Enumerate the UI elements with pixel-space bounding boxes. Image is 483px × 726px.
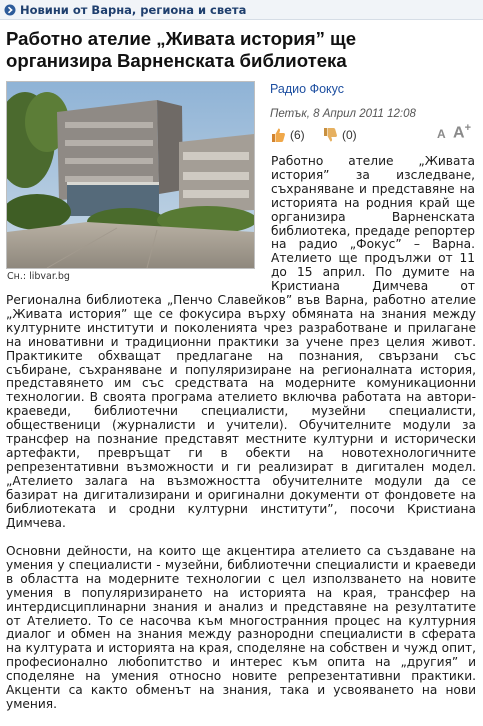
thumbs-down-icon xyxy=(322,127,338,143)
font-increase-plus: + xyxy=(464,122,471,134)
like-count: (6) xyxy=(290,128,305,142)
article-title xyxy=(6,28,480,72)
article-paragraph-2: Основни дейности, на които ще акцентира ателието са създаване на умения у специалисти - музейни, библиотечни специалисти и краеведи в областта на модерните технологии с цел използването на новите умения в популяризирането на историята на края, трансфер на интердисциплинарни знания и анализ и представяне на резултатите от Ателието. То се насочва към многостранния процес на културния диалог и обмен на знания между разнородни специалисти в сферата на културата и историята на края, споделяне на собствен и чужд опит, професионално любопитство и интерес към опита на „другия” и споделяне на умения относно новите репрезентативни практики. Акценти са както обменът на знания, така и усвояването на нови умения. xyxy=(6,544,476,711)
arrow-right-circle-icon xyxy=(4,4,16,16)
category-label: Новини от Варна, региона и света xyxy=(20,2,247,17)
library-building-photo xyxy=(7,82,254,268)
font-decrease-button[interactable]: A xyxy=(437,127,446,141)
font-increase-button[interactable] xyxy=(453,123,471,141)
article-title-line-1: Работно ателие „Живата история” ще xyxy=(6,28,357,49)
thumbs-up-icon xyxy=(270,127,286,143)
dislike-count: (0) xyxy=(342,128,357,142)
publish-date: Петък, 8 Април 2011 12:08 xyxy=(270,108,416,120)
like-button[interactable] xyxy=(270,126,305,144)
source-link[interactable]: Радио Фокус xyxy=(270,82,344,96)
category-link[interactable] xyxy=(4,1,246,18)
article-paragraph-intro: Работно ателие „Живата история” за изследване, съхраняване и представяне на историята на родния край ще организира Варненската библиотека, предаде репортер на радио „Фокус” – Варна. Ателието ще продължи от 11 до 15 април. По думите на Кристиана Димчева от xyxy=(271,154,475,294)
category-bar xyxy=(0,0,483,20)
article-title-line-2: организира Варненската библиотека xyxy=(6,50,347,71)
font-increase-letter: A xyxy=(453,124,465,142)
article-paragraph-1: Регионална библиотека „Пенчо Славейков” във Варна, работно ателие „Живата история” ще се фокусира върху обмяната на знания между културните институти и поколенията чрез разработване и прилагане на иновативни и традиционни практики за учене през целия живот. Практиките обхващат предлагане на познания, свързани със събиране, съхраняване и популяризиране на регионалната история, представянето им със средствата на модерните комуникационни технологии. В своята програма ателието включва работата на автори-краеведи, библиотечни специалисти, музейни специалисти, общественици (журналисти и учители). Обучителните модули за трансфер на познание представят местните културни и исторически артефакти, превръщат ги в обекти на новотехнологичните репрезентативни възможности и ги реализират в дигитален модел. „Ателието залага на възможността обучителните модули да се базират на дигитализирани и оригинални документи от фондовете на библиотеката и сродни културни институти”, посочи Кристиана Димчева. xyxy=(6,293,476,530)
article-photo xyxy=(6,81,255,269)
photo-credit: Сн.: libvar.bg xyxy=(7,271,70,282)
dislike-button[interactable] xyxy=(322,126,357,144)
